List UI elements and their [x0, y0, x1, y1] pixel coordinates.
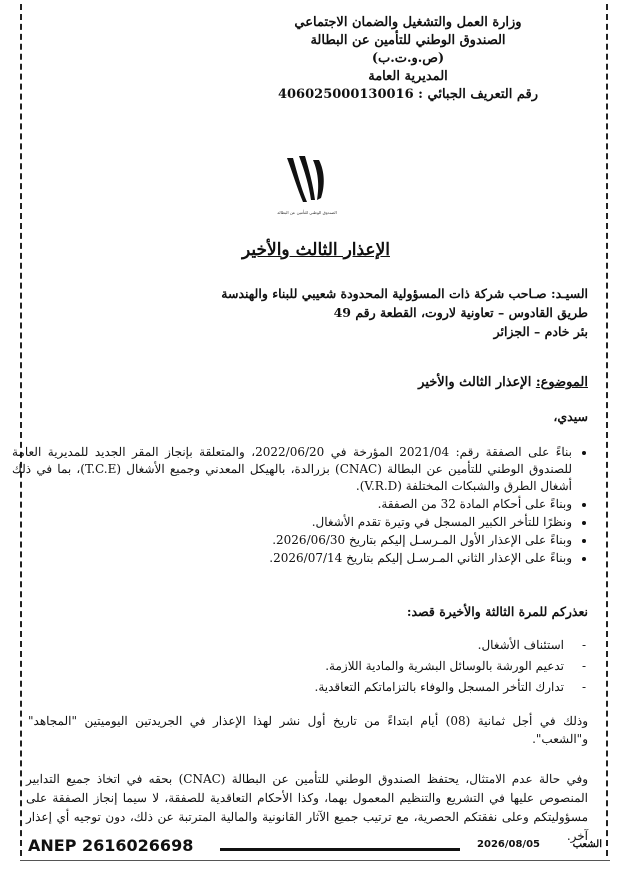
document-page	[12, 4, 608, 856]
fund-name: الصندوق الوطني للتأمين عن البطالة	[310, 33, 506, 48]
newspaper-name: الشعب	[572, 839, 602, 850]
letterhead	[228, 14, 588, 104]
list-item: • بناءً على الصفقة رقم: 2021/04 المؤرخة في 2022/06/20، والمتعلقة بإنجاز المقر الجديد للمديرية العامة للصندوق الوطني للتأمين عن البطالة (CNAC) بزرالدة، بالهيكل المعدني وجميع الأشغال (T.C.E)، بما في ذلك أشغال الطرق والشبكات المختلفة (V.R.D).	[12, 444, 572, 495]
anep-reference: ANEP 2616026698	[28, 836, 194, 855]
directorate-name: المديرية العامة	[368, 69, 448, 84]
deadline-paragraph: وذلك في أجل ثمانية (08) أيام ابتداءً من تاريخ أول نشر لهذا الإعذار في الجريدتين اليوميتين "المجاهد" و"الشعب".	[28, 714, 588, 746]
consequences-paragraph: وفي حالة عدم الامتثال، يحتفظ الصندوق الوطني للتأمين عن البطالة (CNAC) بحقه في اتخاذ جميع التدابير المنصوص عليها في التشريع والتنظيم المعمول بهما، وكذا الأحكام التعاقدية للصفقة، لا سيما إنجاز الصفقة على مسؤوليتكم وعلى نفقتكم الحصرية، مع ترتيب جميع الآثار القانونية والمالية المترتبة عن ذلك، دون توجيه أي إعذار آخر.	[26, 772, 588, 843]
subject-text: الإعذار الثالث والأخير	[418, 375, 536, 390]
publication-footer	[20, 836, 610, 860]
addressee-block	[88, 284, 588, 341]
publication-date: 2026/08/05	[477, 839, 540, 850]
addressee-street: طريق القادوس – تعاونية لاروت، القطعة رقم 49	[333, 305, 588, 320]
addressee-name: السيـد: صـاحب شركة ذات المسؤولية المحدودة شعيبي للبناء والهندسة	[221, 286, 588, 301]
list-item: - استئناف الأشغال.	[44, 635, 564, 656]
salutation: سيدي،	[553, 409, 588, 424]
subject-line	[48, 375, 588, 390]
list-item: • وبناءً على الإعذار الأول المـرسـل إليكم بتاريخ 2026/06/30.	[12, 532, 572, 549]
recitals-list	[12, 444, 588, 568]
fund-acronym: (ص.و.ت.ب)	[371, 51, 445, 66]
notice-heading: نعذركم للمرة الثالثة والأخيرة قصد:	[406, 604, 588, 619]
page-bottom-rule	[20, 860, 610, 861]
list-item: - تدعيم الورشة بالوسائل البشرية والمادية اللازمة.	[44, 656, 564, 677]
list-item: • وبناءً على الإعذار الثاني المـرسـل إليكم بتاريخ 2026/07/14.	[12, 550, 572, 567]
addressee-city: بئر خادم – الجزائر	[493, 324, 588, 339]
ministry-name: وزارة العمل والتشغيل والضمان الاجتماعي	[294, 15, 522, 30]
list-item: • وبناءً على أحكام المادة 32 من الصفقة.	[12, 496, 572, 513]
cnac-logo	[272, 154, 342, 224]
subject-label: الموضوع:	[535, 375, 588, 390]
actions-list	[44, 635, 588, 698]
notice-title: الإعذار الثالث والأخير	[242, 240, 390, 260]
list-item: - تدارك التأخر المسجل والوفاء بالتزاماتكم التعاقدية.	[44, 677, 564, 698]
tax-id: رقم التعريف الجبائي : 406025000130016	[277, 87, 539, 102]
logo-caption: الصندوق الوطني للتأمين عن البطالة	[277, 210, 337, 215]
cnac-logo-icon	[283, 154, 331, 206]
list-item: • ونظرًا للتأخر الكبير المسجل في وتيرة تقدم الأشغال.	[12, 514, 572, 531]
footer-rule	[220, 848, 460, 851]
